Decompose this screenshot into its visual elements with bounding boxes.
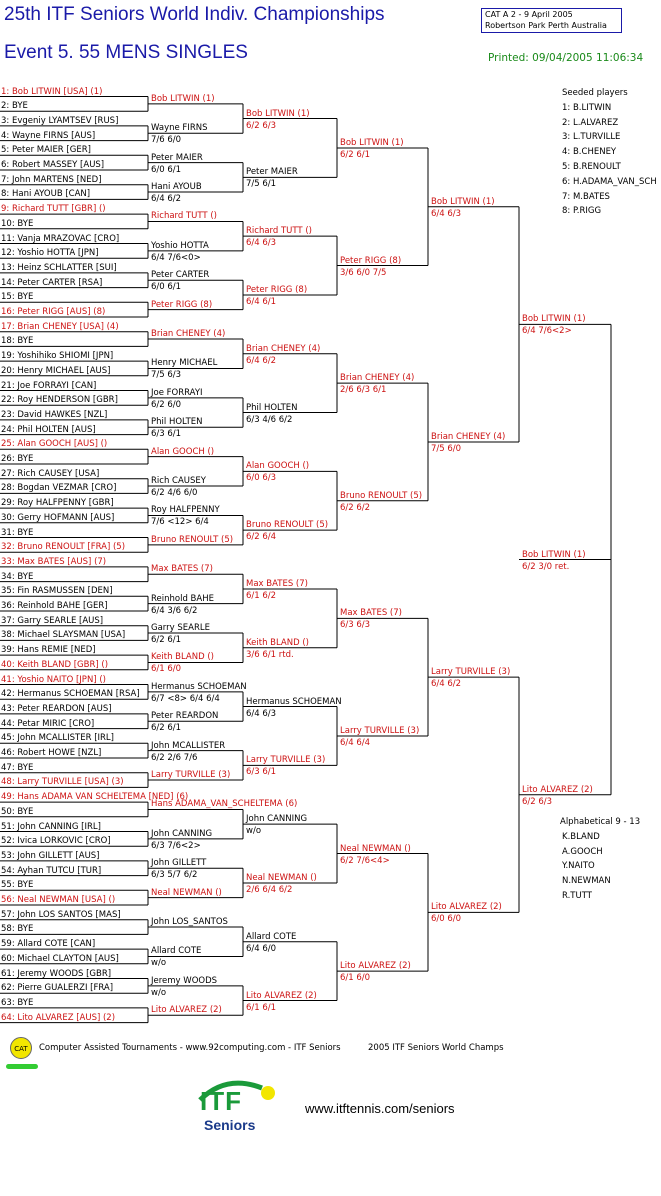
draw-entry-name: 38: Michael SLAYSMAN [USA] (1, 630, 126, 641)
draw-entry-name: 36: Reinhold BAHE [GER] (1, 601, 108, 611)
seeded-players-panel (562, 86, 657, 219)
round2-name: Alan GOOCH () (151, 446, 215, 457)
round2-name: John CANNING (151, 828, 213, 839)
round3-score: 6/3 4/6 6/2 (246, 414, 293, 425)
round5-score: 6/0 6/0 (431, 914, 462, 925)
draw-entry-name: 63: BYE (1, 997, 34, 1008)
round3-name: Phil HOLTEN (246, 402, 298, 413)
round3-name: Bruno RENOULT (5) (246, 520, 329, 531)
round2-name: Hani AYOUB (151, 182, 202, 193)
round4-score: 6/3 6/3 (340, 620, 371, 631)
round2-score: 7/6 <12> 6/4 (151, 517, 209, 528)
seeded-title: Seeded players (562, 88, 628, 98)
round2-name: Peter MAIER (151, 152, 203, 163)
draw-entry-name: 16: Peter RIGG [AUS] (8) (1, 307, 106, 317)
draw-entry-name: 44: Petar MIRIC [CRO] (1, 718, 95, 729)
round6-name: Lito ALVAREZ (2) (522, 784, 593, 795)
itf-url: www.itftennis.com/seniors (305, 1101, 455, 1116)
seeded-item: 6: H.ADAMA_VAN_SCH (562, 176, 657, 187)
round2-name: Henry MICHAEL (151, 358, 218, 369)
printed-timestamp: Printed: 09/04/2005 11:06:34 (488, 52, 644, 64)
round2-name: Allard COTE (151, 946, 202, 957)
round2-score: 6/0 6/1 (151, 282, 182, 293)
round6-score: 6/2 6/3 (522, 796, 553, 807)
footer-event: 2005 ITF Seniors World Champs (368, 1043, 504, 1053)
draw-entry-name: 27: Rich CAUSEY [USA] (1, 468, 100, 479)
round2-score: 6/4 6/2 (151, 194, 182, 205)
round3-score: w/o (246, 826, 262, 837)
draw-entry-name: 17: Brian CHENEY [USA] (4) (1, 321, 119, 332)
round2-score: 6/7 <8> 6/4 6/4 (151, 693, 220, 704)
round3-score: 6/1 6/2 (246, 590, 277, 601)
round2-score: 7/6 6/0 (151, 135, 182, 146)
draw-entry-name: 28: Bogdan VEZMAR [CRO] (1, 483, 117, 494)
round5-name: Lito ALVAREZ (2) (431, 902, 502, 913)
round2-name: Rich CAUSEY (151, 476, 206, 487)
alphabetical-item: Y.NAITO (562, 861, 595, 872)
round3-name: Bob LITWIN (1) (246, 108, 310, 119)
round2-score: 6/2 6/1 (151, 635, 182, 646)
round2-name: Lito ALVAREZ (2) (151, 1005, 222, 1016)
round2-name: Phil HOLTEN (151, 417, 203, 428)
round4-score: 6/2 6/1 (340, 149, 371, 160)
itf-logo-subtitle: Seniors (204, 1117, 256, 1133)
draw-entry-name: 13: Heinz SCHLATTER [SUI] (1, 262, 117, 273)
round4-score: 6/2 7/6<4> (340, 855, 390, 866)
round5-score: 6/4 6/3 (431, 208, 462, 219)
draw-entry-name: 14: Peter CARTER [RSA] (1, 277, 103, 288)
round2-score: 6/4 3/6 6/2 (151, 605, 198, 616)
draw-entry-name: 60: Michael CLAYTON [AUS] (1, 953, 119, 964)
round3-name: Brian CHENEY (4) (246, 343, 321, 354)
round3-name: Max BATES (7) (246, 578, 308, 589)
round3-name: Alan GOOCH () (246, 461, 310, 472)
round4-name: Neal NEWMAN () (340, 843, 411, 854)
round2-score: 6/3 6/1 (151, 429, 182, 440)
draw-entry-name: 18: BYE (1, 336, 34, 347)
round4-name: Peter RIGG (8) (340, 255, 402, 266)
seeded-item: 8: P.RIGG (562, 206, 602, 217)
itf-logo-text: ITF (200, 1086, 242, 1116)
round2-name: Hermanus SCHOEMAN (151, 681, 247, 692)
draw-entry-name: 53: John GILLETT [AUS] (1, 850, 100, 861)
round4-name: Bruno RENOULT (5) (340, 490, 423, 501)
round4-name: Bob LITWIN (1) (340, 137, 404, 148)
draw-entry-name: 51: John CANNING [IRL] (1, 821, 101, 832)
draw-entry-name: 41: Yoshio NAITO [JPN] () (1, 674, 106, 685)
footer-credits: Computer Assisted Tournaments - www.92computing.com - ITF Seniors (39, 1043, 341, 1053)
round2-name: John MCALLISTER (151, 740, 226, 751)
round2-name: Roy HALFPENNY (151, 505, 220, 516)
round5-name: Larry TURVILLE (3) (431, 667, 511, 678)
round3-score: 2/6 6/4 6/2 (246, 884, 293, 895)
draw-entry-name: 40: Keith BLAND [GBR] () (1, 659, 109, 670)
draw-entry-name: 49: Hans ADAMA VAN SCHELTEMA [NED] (6) (1, 792, 189, 803)
round3-name: Neal NEWMAN () (246, 872, 317, 883)
round3-name: Larry TURVILLE (3) (246, 755, 326, 766)
event-title: Event 5. 55 MENS SINGLES (4, 42, 248, 63)
alphabetical-item: N.NEWMAN (562, 876, 611, 887)
round4-score: 6/2 6/2 (340, 502, 371, 513)
round3-name: Hermanus SCHOEMAN (246, 696, 342, 707)
round3-name: Peter MAIER (246, 167, 298, 178)
round3-name: Peter RIGG (8) (246, 284, 308, 295)
round5-name: Brian CHENEY (4) (431, 431, 506, 442)
draw-entry-name: 25: Alan GOOCH [AUS] () (1, 439, 108, 450)
round3-score: 6/2 6/3 (246, 120, 277, 131)
round2-name: Garry SEARLE (151, 623, 210, 634)
round3-name: John CANNING (246, 814, 308, 825)
round2-score: 6/4 7/6<0> (151, 252, 201, 263)
round2-score: 6/1 6/0 (151, 664, 182, 675)
round3-score: 6/4 6/3 (246, 708, 277, 719)
round4-score: 6/1 6/0 (340, 973, 371, 984)
draw-entry-name: 62: Pierre GUALERZI [FRA] (1, 983, 114, 994)
draw-entry-name: 21: Joe FORRAYI [CAN] (1, 380, 97, 391)
round2-name: Reinhold BAHE (151, 593, 214, 604)
draw-entry-name: 29: Roy HALFPENNY [GBR] (1, 498, 114, 509)
draw-entry-name: 59: Allard COTE [CAN] (1, 939, 96, 950)
draw-entry-name: 46: Robert HOWE [NZL] (1, 748, 102, 758)
draw-entry-name: 32: Bruno RENOULT [FRA] (5) (1, 542, 126, 553)
alphabetical-title: Alphabetical 9 - 13 (560, 817, 641, 827)
draw-entry-name: 57: John LOS SANTOS [MAS] (1, 909, 121, 920)
draw-entry-name: 20: Henry MICHAEL [AUS] (1, 365, 111, 376)
round5-name: Bob LITWIN (1) (431, 196, 495, 207)
cat-logo-icon: CAT (10, 1037, 32, 1059)
draw-entry-name: 56: Neal NEWMAN [USA] () (1, 895, 116, 905)
round2-name: Richard TUTT () (151, 211, 217, 222)
round3-name: Lito ALVAREZ (2) (246, 990, 317, 1001)
draw-entry-name: 6: Robert MASSEY [AUS] (1, 160, 105, 170)
round4-name: Max BATES (7) (340, 608, 402, 619)
round3-name: Richard TUTT () (246, 226, 312, 237)
round3-name: Allard COTE (246, 931, 297, 942)
draw-entry-name: 47: BYE (1, 762, 34, 773)
round4-score: 3/6 6/0 7/5 (340, 267, 387, 278)
round2-name: Wayne FIRNS (151, 123, 208, 134)
round2-name: John GILLETT (151, 858, 207, 869)
draw-entry-name: 9: Richard TUTT [GBR] () (1, 204, 106, 215)
alphabetical-item: A.GOOCH (562, 846, 603, 857)
round2-score: 6/2 4/6 6/0 (151, 488, 198, 499)
round3-score: 3/6 6/1 rtd. (246, 649, 294, 660)
round2-name: Bob LITWIN (1) (151, 93, 215, 104)
category-dates: CAT A 2 - 9 April 2005 (485, 10, 573, 19)
round2-name: Larry TURVILLE (3) (151, 770, 231, 781)
alphabetical-item: K.BLAND (562, 831, 600, 842)
round2-name: Peter REARDON (151, 711, 219, 722)
round5-score: 7/5 6/0 (431, 443, 462, 454)
draw-entry-name: 4: Wayne FIRNS [AUS] (1, 130, 96, 141)
draw-entry-name: 31: BYE (1, 527, 34, 538)
venue: Robertson Park Perth Australia (485, 21, 607, 30)
round3-score: 6/3 6/1 (246, 767, 277, 778)
seeded-item: 7: M.BATES (562, 191, 610, 202)
draw-entry-name: 5: Peter MAIER [GER] (1, 145, 91, 156)
draw-entry-name: 39: Hans REMIE [NED] (1, 645, 96, 656)
round2-score: 7/5 6/3 (151, 370, 182, 381)
draw-entry-name: 24: Phil HOLTEN [AUS] (1, 424, 96, 435)
draw-entry-name: 64: Lito ALVAREZ [AUS] (2) (1, 1012, 116, 1023)
round6-score: 6/4 7/6<2> (522, 326, 572, 337)
round4-name: Brian CHENEY (4) (340, 373, 415, 384)
round5-score: 6/4 6/2 (431, 679, 462, 690)
round3-name: Keith BLAND () (246, 637, 309, 648)
draw-entry-name: 30: Gerry HOFMANN [AUS] (1, 512, 115, 523)
round4-score: 2/6 6/3 6/1 (340, 385, 387, 396)
round2-name: Keith BLAND () (151, 652, 214, 663)
round4-name: Lito ALVAREZ (2) (340, 961, 411, 972)
draw-entry-name: 35: Fin RASMUSSEN [DEN] (1, 586, 113, 597)
draw-entry-name: 15: BYE (1, 292, 34, 303)
draw-entry-name: 54: Ayhan TUTCU [TUR] (1, 865, 102, 876)
draw-entry-name: 52: Ivica LORKOVIC [CRO] (1, 836, 111, 847)
seeded-item: 5: B.RENOULT (562, 161, 621, 172)
round2-name: Peter RIGG (8) (151, 299, 213, 310)
draw-entry-name: 26: BYE (1, 454, 34, 464)
round3-score: 6/2 6/4 (246, 532, 277, 543)
draw-entry-name: 55: BYE (1, 880, 34, 891)
round2-name: Hans ADAMA_VAN_SCHELTEMA (6) (151, 799, 298, 810)
round2-score: 6/2 2/6 7/6 (151, 752, 198, 763)
round2-score: 6/3 7/6<2> (151, 840, 201, 851)
round2-score: w/o (151, 958, 167, 969)
round2-name: Neal NEWMAN () (151, 887, 222, 898)
round2-name: Peter CARTER (151, 270, 210, 281)
champion-name: Bob LITWIN (1) (522, 549, 586, 560)
draw-entry-name: 1: Bob LITWIN [USA] (1) (1, 86, 103, 97)
draw-entry-name: 11: Vanja MRAZOVAC [CRO] (1, 233, 120, 244)
seeded-item: 1: B.LITWIN (562, 102, 612, 113)
round3-score: 6/4 6/1 (246, 296, 277, 307)
round2-score: 6/2 6/0 (151, 399, 182, 410)
tournament-title: 25th ITF Seniors World Indiv. Championships (4, 4, 385, 25)
round2-name: Bruno RENOULT (5) (151, 534, 234, 545)
seeded-item: 4: B.CHENEY (562, 147, 617, 158)
draw-entry-name: 7: John MARTENS [NED] (1, 174, 102, 185)
round3-score: 6/4 6/0 (246, 943, 277, 954)
round2-score: 6/0 6/1 (151, 164, 182, 175)
draw-entry-name: 37: Garry SEARLE [AUS] (1, 615, 104, 626)
round2-score: w/o (151, 987, 167, 998)
round2-name: Jeremy WOODS (151, 975, 218, 986)
round6-name: Bob LITWIN (1) (522, 314, 586, 325)
round3-score: 6/4 6/3 (246, 238, 277, 249)
round2-name: Max BATES (7) (151, 564, 213, 575)
draw-entry-name: 61: Jeremy WOODS [GBR] (1, 968, 112, 979)
round2-score: 6/2 6/1 (151, 723, 182, 734)
seeded-item: 2: L.ALVAREZ (562, 117, 619, 128)
round3-score: 7/5 6/1 (246, 179, 277, 190)
cat-logo-bar (6, 1064, 38, 1069)
round3-score: 6/0 6/3 (246, 473, 277, 484)
round2-name: Yoshio HOTTA (151, 240, 209, 251)
round2-name: John LOS_SANTOS (151, 917, 228, 928)
round2-score: 6/3 5/7 6/2 (151, 870, 198, 881)
draw-entry-name: 34: BYE (1, 571, 34, 582)
round2-name: Joe FORRAYI (151, 387, 203, 398)
draw-entry-name: 45: John MCALLISTER [IRL] (1, 733, 114, 744)
draw-entry-name: 33: Max BATES [AUS] (7) (1, 556, 107, 567)
draw-entry-name: 19: Yoshihiko SHIOMI [JPN] (1, 351, 114, 362)
draw-entry-name: 22: Roy HENDERSON [GBR] (1, 395, 118, 406)
seeded-item: 3: L.TURVILLE (562, 132, 621, 143)
draw-entry-name: 58: BYE (1, 924, 34, 935)
alphabetical-panel (560, 815, 640, 904)
draw-entry-name: 43: Peter REARDON [AUS] (1, 703, 112, 714)
round4-name: Larry TURVILLE (3) (340, 725, 420, 736)
alphabetical-item: R.TUTT (562, 890, 592, 901)
draw-entry-name: 2: BYE (1, 101, 28, 112)
round4-score: 6/4 6/4 (340, 737, 371, 748)
draw-entry-name: 23: David HAWKES [NZL] (1, 409, 108, 420)
draw-entry-name: 48: Larry TURVILLE [USA] (3) (1, 777, 124, 788)
draw-entry-name: 10: BYE (1, 218, 34, 229)
draw-entry-name: 3: Evgeniy LYAMTSEV [RUS] (1, 115, 119, 126)
draw-entry-name: 50: BYE (1, 806, 34, 817)
round3-score: 6/4 6/2 (246, 355, 277, 366)
draw-entry-name: 42: Hermanus SCHOEMAN [RSA] (1, 689, 140, 700)
draw-entry-name: 12: Yoshio HOTTA [JPN] (1, 248, 99, 259)
draw-entry-name: 8: Hani AYOUB [CAN] (1, 189, 91, 200)
round3-score: 6/1 6/1 (246, 1002, 277, 1013)
champion-score: 6/2 3/0 ret. (522, 561, 570, 572)
round2-name: Brian CHENEY (4) (151, 329, 226, 340)
